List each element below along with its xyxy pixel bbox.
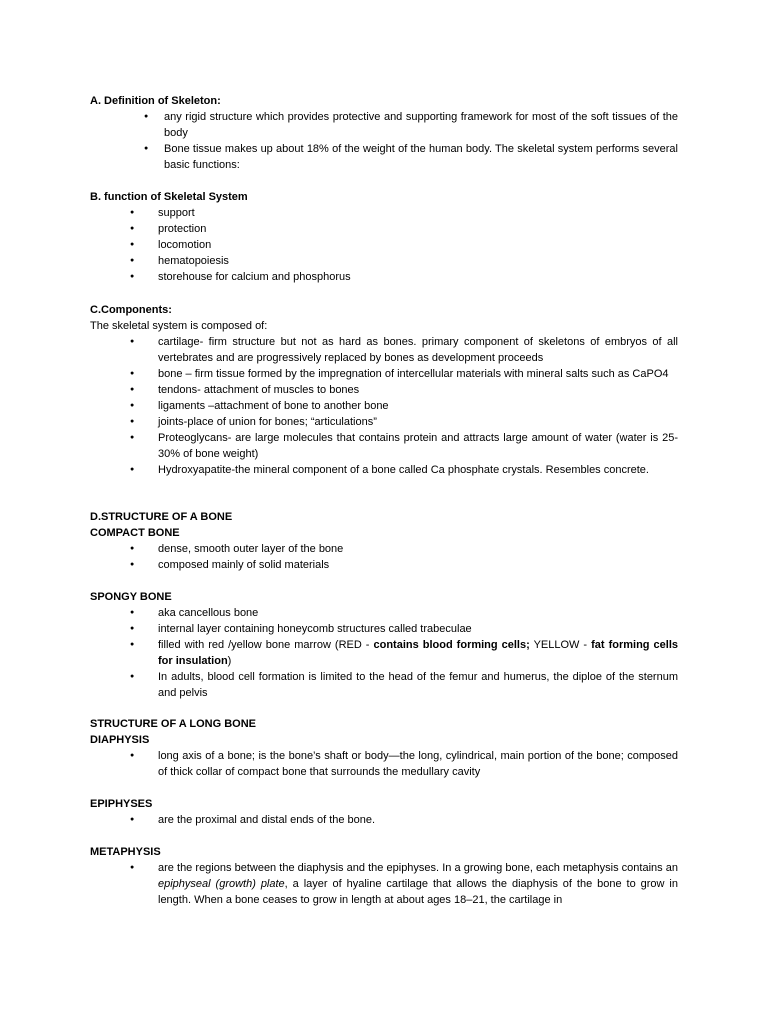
marrow-text: YELLOW -	[529, 639, 592, 651]
list-item: ● dense, smooth outer layer of the bone	[90, 541, 678, 557]
yellow-marrow-text: fat forming cells for insulation	[158, 639, 678, 667]
long-bone-heading: STRUCTURE OF A LONG BONE	[90, 718, 257, 730]
epiphyses-heading: EPIPHYSES	[90, 798, 153, 810]
list-item	[90, 637, 678, 669]
long-bone-section	[90, 716, 678, 780]
list-item: ● tendons- attachment of muscles to bones	[90, 382, 678, 398]
compact-bone-list	[90, 541, 678, 573]
list-item: ● are the proximal and distal ends of the bone.	[90, 812, 678, 828]
section-d	[90, 509, 678, 573]
section-c	[90, 302, 678, 478]
metaphysis-section	[90, 844, 678, 908]
metaphysis-heading: METAPHYSIS	[90, 846, 161, 858]
diaphysis-list	[90, 748, 678, 780]
list-item: ● internal layer containing honeycomb structures called trabeculae	[90, 621, 678, 637]
list-item	[90, 860, 678, 908]
section-a-heading: A. Definition of Skeleton:	[90, 95, 221, 107]
spongy-bone-heading: SPONGY BONE	[90, 591, 172, 603]
list-item: ● locomotion	[90, 237, 678, 253]
section-c-list	[90, 334, 678, 478]
metaphysis-list	[90, 860, 678, 908]
spongy-bone-section	[90, 589, 678, 701]
list-item: ● storehouse for calcium and phosphorus	[90, 269, 678, 285]
list-item: ● cartilage- firm structure but not as hard as bones. primary component of skeletons of embryos of all vertebrates and are progressively replaced by bones as development proceeds	[90, 334, 678, 366]
list-item: ● Bone tissue makes up about 18% of the weight of the human body. The skeletal system performs several basic functions:	[90, 141, 678, 173]
list-item: ● long axis of a bone; is the bone’s shaft or body—the long, cylindrical, main portion of the bone; composed of thick collar of compact bone that surrounds the medullary cavity	[90, 748, 678, 780]
section-b-heading: B. function of Skeletal System	[90, 191, 248, 203]
list-item: ● ligaments –attachment of bone to another bone	[90, 398, 678, 414]
list-item: ● bone – firm tissue formed by the impregnation of intercellular materials with mineral salts such as CaPO4	[90, 366, 678, 382]
section-c-intro: The skeletal system is composed of:	[90, 320, 268, 332]
list-item: ● hematopoiesis	[90, 253, 678, 269]
list-item: ● composed mainly of solid materials	[90, 557, 678, 573]
list-item: ● aka cancellous bone	[90, 605, 678, 621]
marrow-text: )	[227, 655, 232, 667]
list-item: ● support	[90, 205, 678, 221]
metaphysis-text: , a layer of hyaline cartilage that allows the diaphysis of the bone to grow in length. When a bone ceases to grow in length at about ages 18–21, the cartilage in	[158, 878, 678, 906]
section-b	[90, 189, 678, 285]
epiphyseal-plate-term: epiphyseal (growth) plate	[158, 878, 285, 890]
epiphyses-section	[90, 796, 678, 828]
section-d-heading: D.STRUCTURE OF A BONE	[90, 511, 233, 523]
list-item: ● protection	[90, 221, 678, 237]
marrow-text: filled with red /yellow bone marrow (RED -	[158, 639, 374, 651]
section-b-list	[90, 205, 678, 285]
list-item: ● any rigid structure which provides protective and supporting framework for most of the soft tissues of the body	[90, 109, 678, 141]
section-c-heading: C.Components:	[90, 304, 172, 316]
epiphyses-list	[90, 812, 678, 828]
compact-bone-heading: COMPACT BONE	[90, 527, 180, 539]
metaphysis-text: are the regions between the diaphysis and the epiphyses. In a growing bone, each metaphysis contains an	[158, 862, 678, 874]
section-a	[90, 93, 678, 173]
list-item: ● Proteoglycans- are large molecules that contains protein and attracts large amount of water (water is 25-30% of bone weight)	[90, 430, 678, 462]
section-a-list	[90, 109, 678, 173]
list-item: ● In adults, blood cell formation is limited to the head of the femur and humerus, the diploe of the sternum and pelvis	[90, 669, 678, 701]
spongy-bone-list	[90, 605, 678, 701]
list-item: ● joints-place of union for bones; “articulations”	[90, 414, 678, 430]
diaphysis-heading: DIAPHYSIS	[90, 734, 150, 746]
list-item: ● Hydroxyapatite-the mineral component of a bone called Ca phosphate crystals. Resembles concrete.	[90, 462, 678, 478]
red-marrow-text: contains blood forming cells;	[373, 639, 530, 651]
